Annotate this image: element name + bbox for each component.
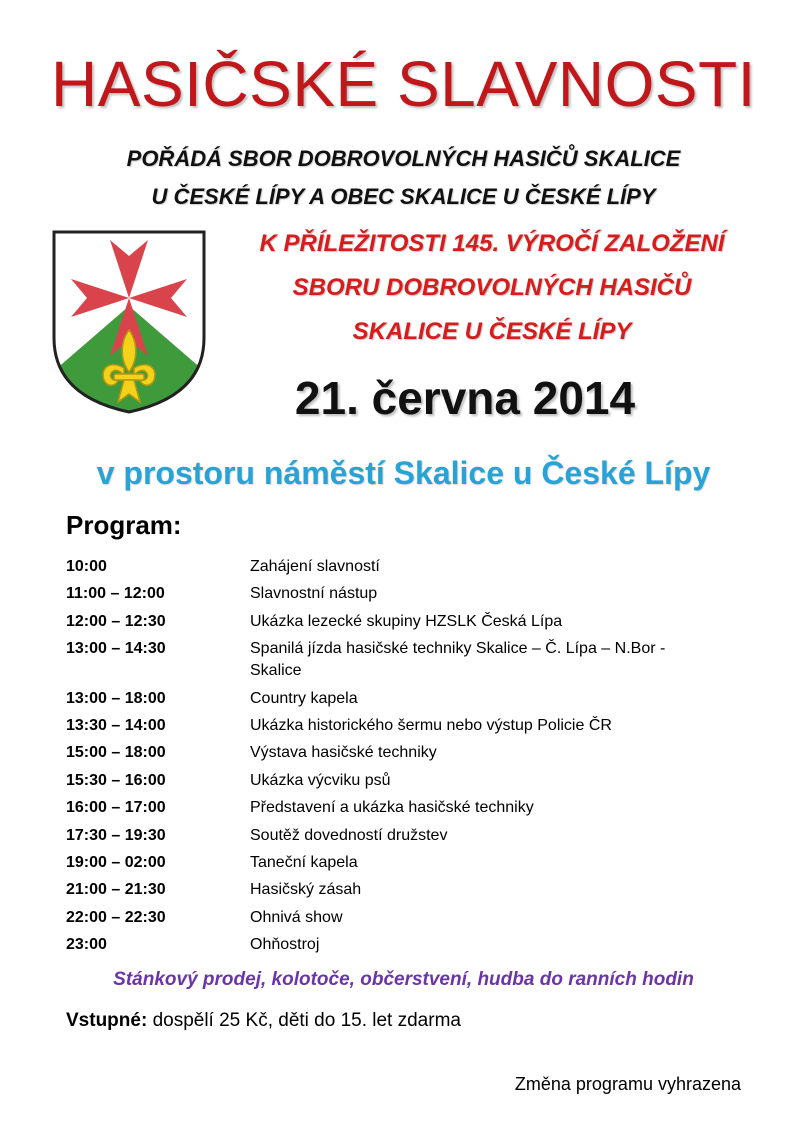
schedule-event: Ukázka výcviku psů	[250, 771, 391, 789]
schedule-event: Hasičský zásah	[250, 881, 362, 899]
schedule-row	[66, 907, 756, 929]
schedule-event: Ohňostroj	[250, 936, 320, 954]
occasion-line-2: SBORU DOBROVOLNÝCH HASIČŮ	[292, 274, 692, 301]
schedule-row	[66, 556, 756, 578]
schedule-time: 15:00 – 18:00	[66, 744, 166, 762]
schedule-event: Ohnivá show	[250, 908, 343, 926]
schedule-row	[66, 825, 756, 847]
schedule-event: Soutěž dovedností družstev	[250, 826, 448, 844]
schedule-row	[66, 934, 756, 956]
schedule-time: 17:30 – 19:30	[66, 826, 166, 844]
schedule-event: Zahájení slavností	[250, 558, 380, 575]
schedule-time: 16:00 – 17:00	[66, 799, 166, 817]
organizer-line-1: POŘÁDÁ SBOR DOBROVOLNÝCH HASIČŮ SKALICE	[126, 146, 681, 171]
extras-note: Stánkový prodej, kolotoče, občerstvení, hudba do ranních hodin	[113, 969, 694, 990]
schedule-event: Slavnostní nástup	[250, 585, 378, 603]
schedule-event: Představení a ukázka hasičské techniky	[250, 799, 534, 817]
schedule-row	[66, 688, 756, 710]
schedule-event: Ukázka lezecké skupiny HZSLK Česká Lípa	[250, 612, 563, 630]
schedule-row	[66, 638, 756, 682]
schedule-table	[66, 556, 756, 961]
schedule-event: Spanilá jízda hasičské techniky Skalice – Č. Lípa – N.Bor - Skalice	[250, 640, 666, 680]
schedule-time: 21:00 – 21:30	[66, 881, 166, 899]
schedule-time: 22:00 – 22:30	[66, 908, 166, 926]
schedule-time: 13:00 – 18:00	[66, 689, 166, 707]
schedule-row	[66, 715, 756, 737]
disclaimer-note: Změna programu vyhrazena	[514, 1074, 741, 1094]
schedule-event: Country kapela	[250, 689, 358, 707]
schedule-time: 12:00 – 12:30	[66, 612, 166, 630]
schedule-event: Taneční kapela	[250, 853, 358, 871]
event-location: v prostoru náměstí Skalice u České Lípy	[96, 455, 711, 491]
organizer-line-2: U ČESKÉ LÍPY A OBEC SKALICE U ČESKÉ LÍPY	[151, 184, 656, 209]
schedule-time: 13:00 – 14:30	[66, 640, 166, 658]
schedule-row	[66, 611, 756, 633]
admission-info	[66, 1006, 461, 1036]
schedule-time: 19:00 – 02:00	[66, 853, 166, 871]
schedule-row	[66, 742, 756, 764]
schedule-row	[66, 797, 756, 819]
occasion-line-3: SKALICE U ČESKÉ LÍPY	[352, 318, 632, 345]
event-date: 21. června 2014	[294, 372, 636, 424]
schedule-time: 15:30 – 16:00	[66, 771, 166, 789]
schedule-row	[66, 879, 756, 901]
admission-text: dospělí 25 Kč, děti do 15. let zdarma	[152, 1010, 461, 1031]
schedule-time: 11:00 – 12:00	[66, 585, 165, 603]
occasion-line-1: K PŘÍLEŽITOSTI 145. VÝROČÍ ZALOŽENÍ	[259, 230, 725, 257]
program-heading: Program:	[66, 510, 182, 540]
schedule-time: 13:30 – 14:00	[66, 716, 166, 734]
schedule-event: Ukázka historického šermu nebo výstup Policie ČR	[250, 716, 612, 734]
schedule-time: 23:00	[66, 936, 107, 954]
schedule-row	[66, 583, 756, 605]
admission-label: Vstupné:	[66, 1010, 148, 1031]
schedule-row	[66, 770, 756, 792]
schedule-time: 10:00	[66, 558, 107, 575]
schedule-event: Výstava hasičské techniky	[250, 744, 437, 762]
poster-title: HASIČSKÉ SLAVNOSTI	[51, 48, 756, 120]
schedule-row	[66, 852, 756, 874]
